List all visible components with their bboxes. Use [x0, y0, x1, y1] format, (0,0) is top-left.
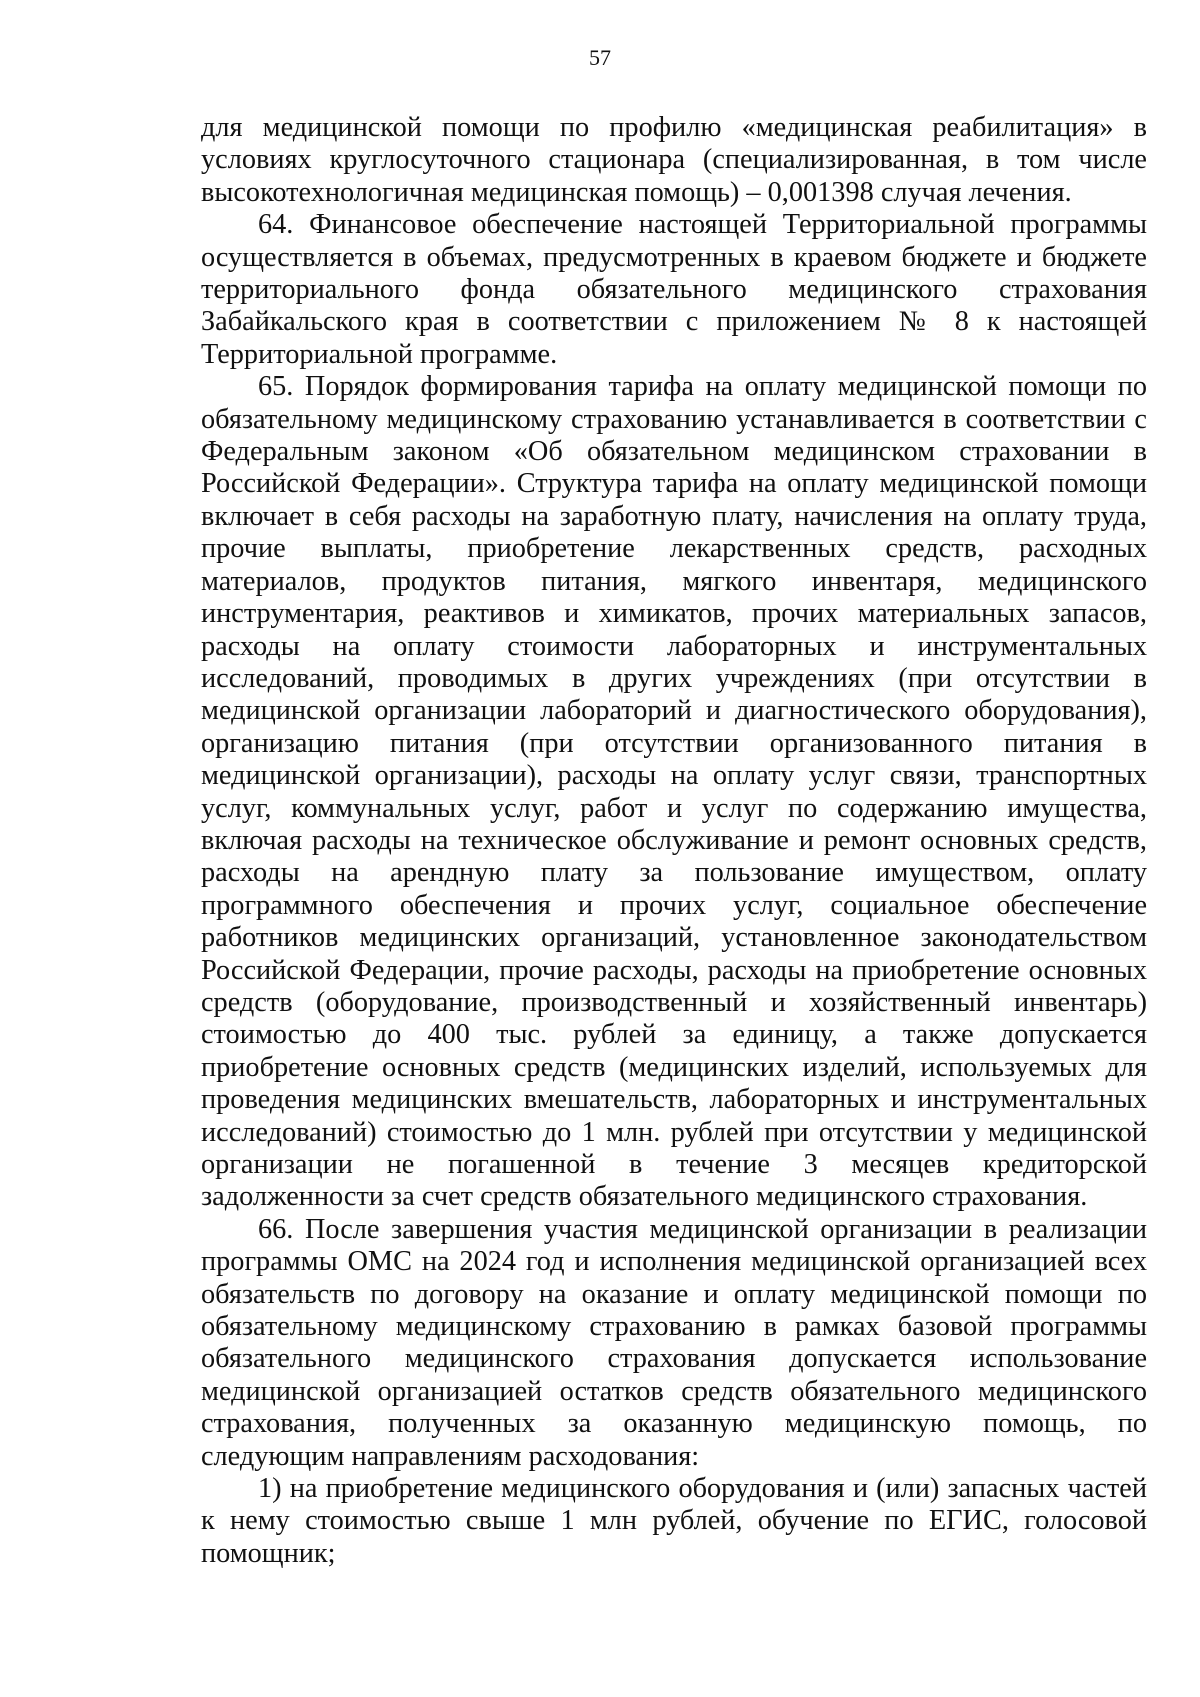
- paragraph-65: 65. Порядок формирования тарифа на оплату медицинской помощи по обязательному медицинскому страхованию устанавливается в соответствии с Федеральным законом «Об обязательном медицинском страховании в Российской Федерации». Структура тарифа на оплату медицинской помощи включает в себя расходы на заработную плату, начисления на оплату труда, прочие выплаты, приобретение лекарственных средств, расходных материалов, продуктов питания, мягкого инвентаря, медицинского инструментария, реактивов и химикатов, прочих материальных запасов, расходы на оплату стоимости лабораторных и инструментальных исследований, проводимых в других учреждениях (при отсутствии в медицинской организации лабораторий и диагностического оборудования), организацию питания (при отсутствии организованного питания в медицинской организации), расходы на оплату услуг связи, транспортных услуг, коммунальных услуг, работ и услуг по содержанию имущества, включая расходы на техническое обслуживание и ремонт основных средств, расходы на арендную плату за пользование имуществом, оплату программного обеспечения и прочих услуг, социальное обеспечение работников медицинских организаций, установленное законодательством Российской Федерации, прочие расходы, расходы на приобретение основных средств (оборудование, производственный и хозяйственный инвентарь) стоимостью до 400 тыс. рублей за единицу, а также допускается приобретение основных средств (медицинских изделий, используемых для проведения медицинских вмешательств, лабораторных и инструментальных исследований) стоимостью до 1 млн. рублей при отсутствии у медицинской организации не погашенной в течение 3 месяцев кредиторской задолженности за счет средств обязательного медицинского страхования.: [201, 371, 1147, 1213]
- body-text: [201, 112, 1147, 1570]
- paragraph-continuation: для медицинской помощи по профилю «медицинская реабилитация» в условиях круглосуточного стационара (специализированная, в том числе высокотехнологичная медицинская помощь) – 0,001398 случая лечения.: [201, 112, 1147, 208]
- paragraph-66: 66. После завершения участия медицинской организации в реализации программы ОМС на 2024 год и исполнения медицинской организацией всех обязательств по договору на оказание и оплату медицинской помощи по обязательному медицинскому страхованию в рамках базовой программы обязательного медицинского страхования допускается использование медицинской организацией остатков средств обязательного медицинского страхования, полученных за оказанную медицинскую помощь, по следующим направлениям расходования:: [201, 1213, 1147, 1472]
- list-item-1: 1) на приобретение медицинского оборудования и (или) запасных частей к нему стоимостью свыше 1 млн рублей, обучение по ЕГИС, голосовой помощник;: [201, 1473, 1147, 1569]
- paragraph-64: 64. Финансовое обеспечение настоящей Территориальной программы осуществляется в объемах, предусмотренных в краевом бюджете и бюджете территориального фонда обязательного медицинского страхования Забайкальского края в соответствии с приложением № 8 к настоящей Территориальной программе.: [201, 209, 1147, 370]
- page-number: 57: [589, 45, 611, 70]
